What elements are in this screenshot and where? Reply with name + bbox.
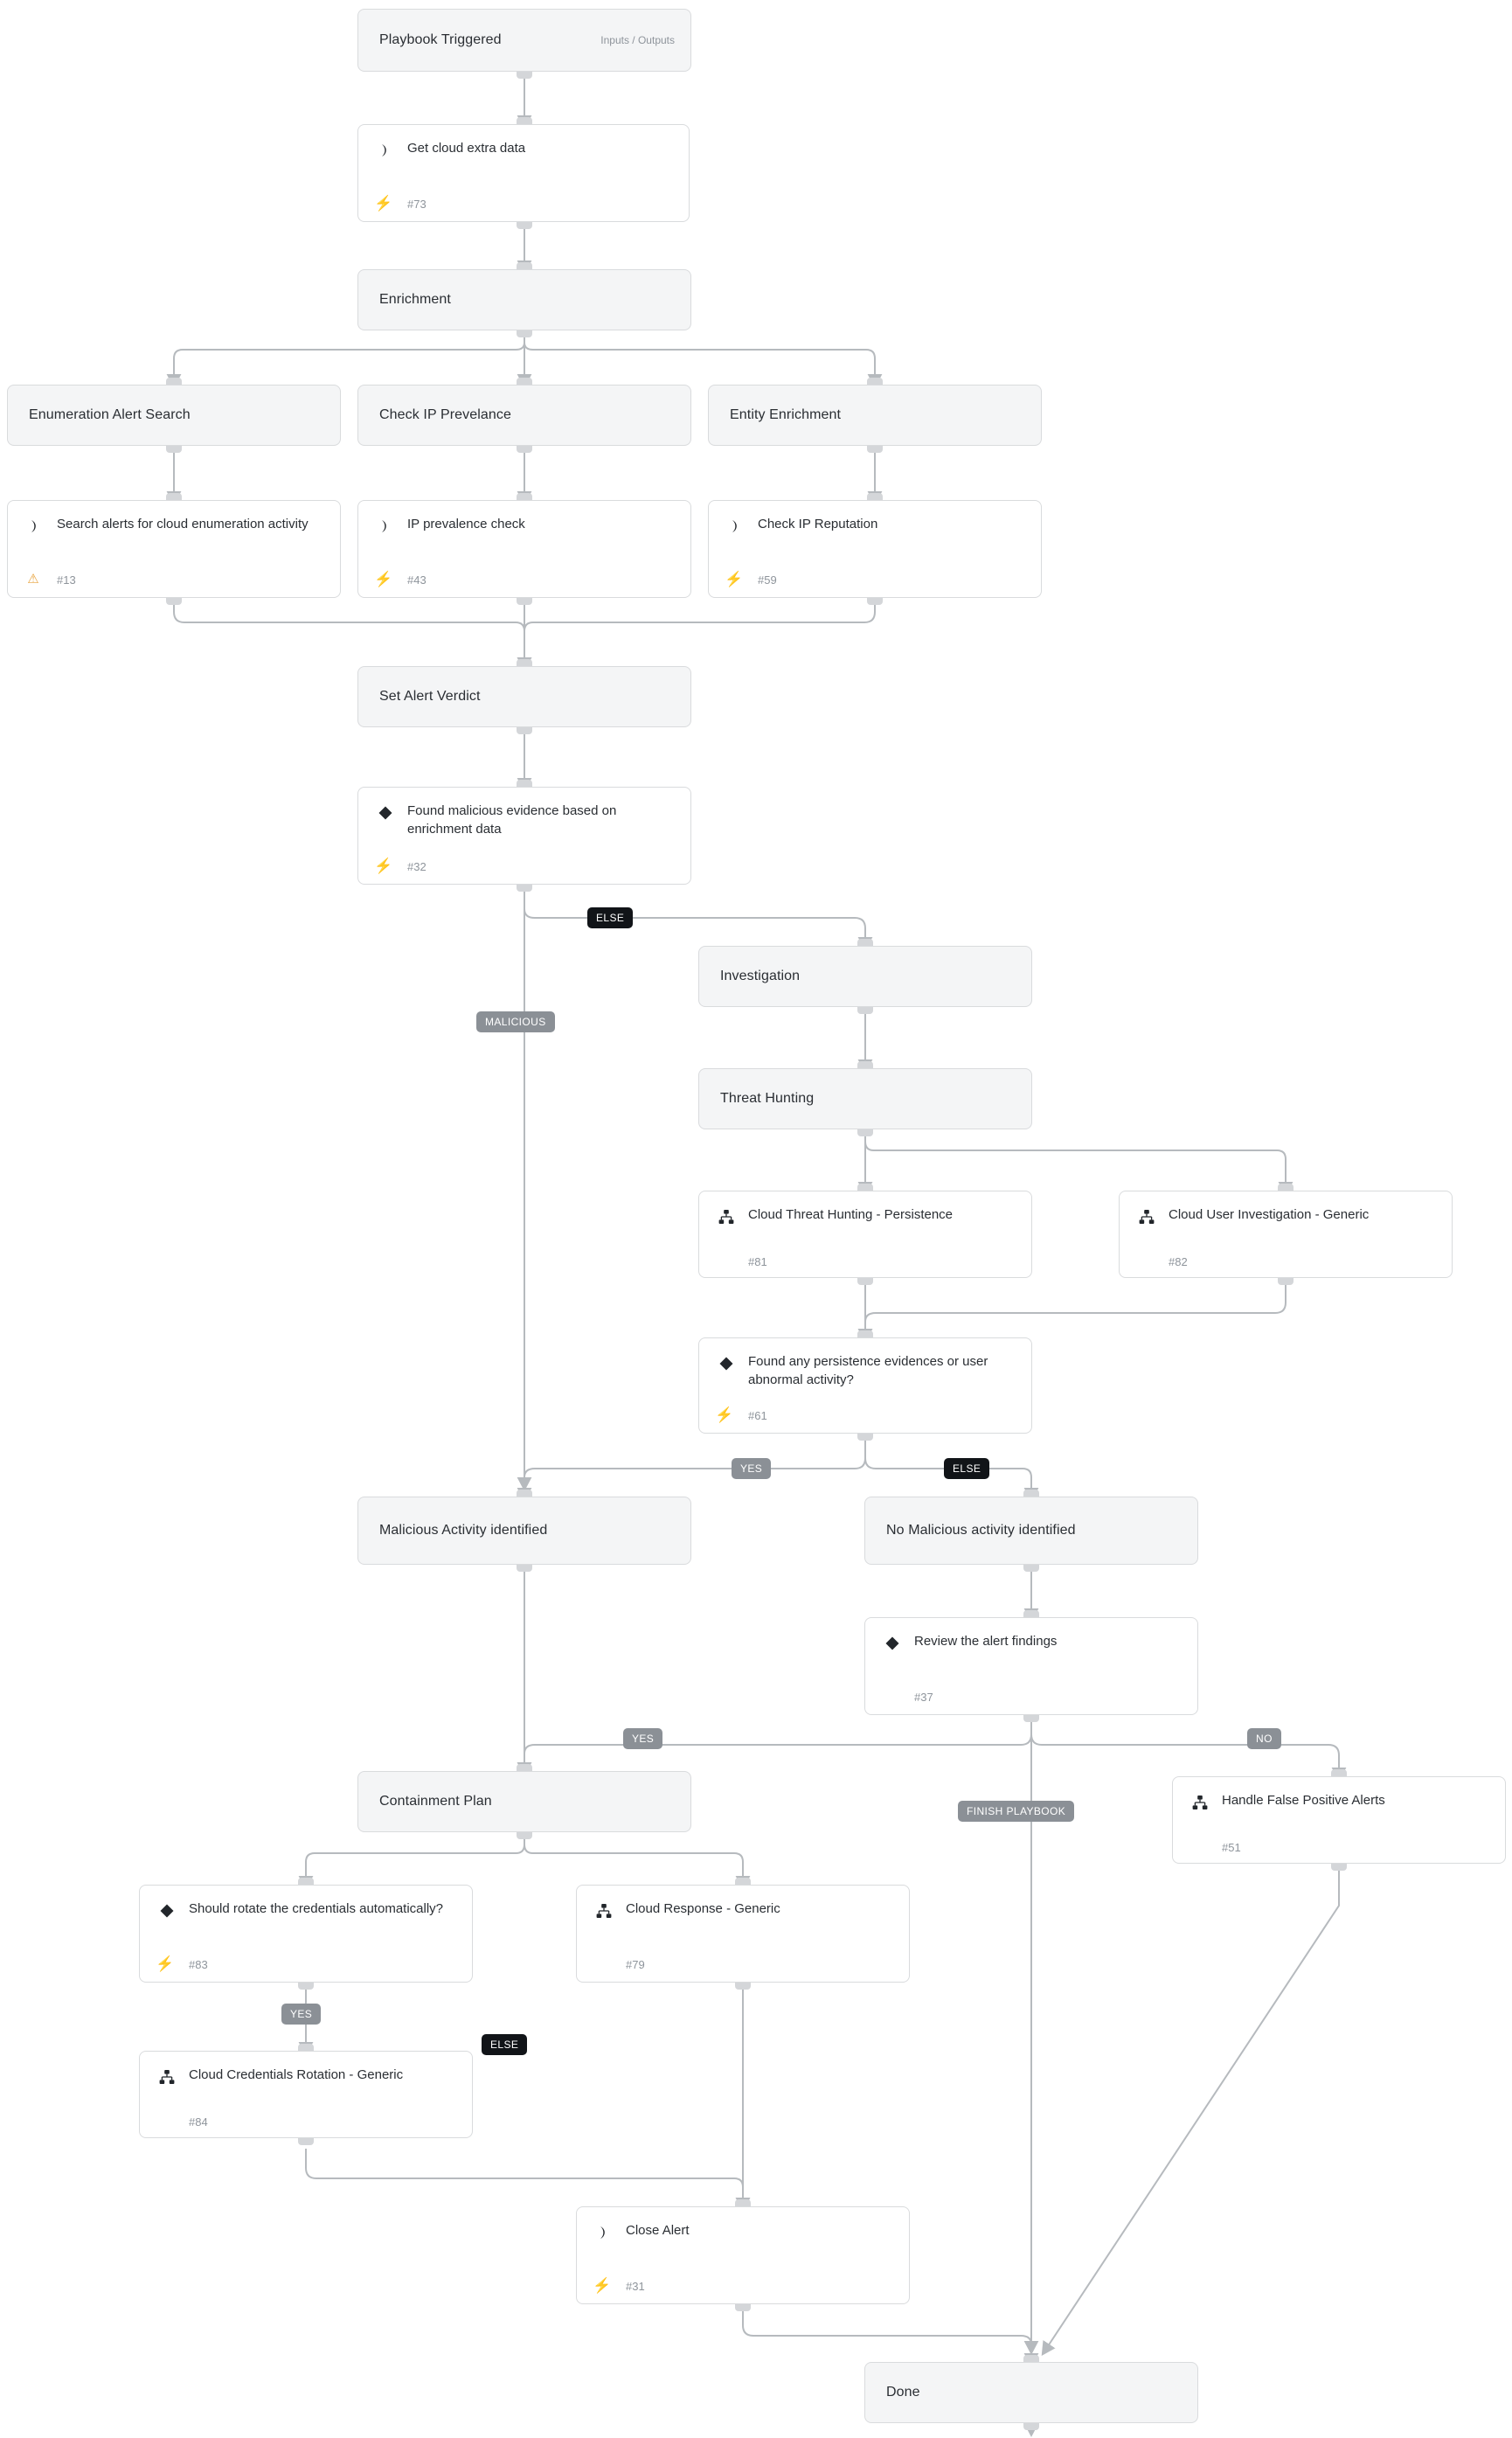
edge-label-yes-2: YES <box>623 1728 662 1749</box>
node-done[interactable] <box>864 2362 1198 2423</box>
port-top <box>166 378 182 385</box>
node-label: No Malicious activity identified <box>886 1523 1076 1538</box>
bolt-icon: ⚡ <box>374 194 393 212</box>
port-top <box>867 493 883 500</box>
task-id: #31 <box>626 2280 645 2293</box>
node-label: Search alerts for cloud enumeration activity <box>57 517 309 531</box>
port-top <box>298 1878 314 1885</box>
port-bottom <box>517 72 532 79</box>
node-label: Entity Enrichment <box>730 407 842 422</box>
port-bottom <box>166 446 182 453</box>
port-top <box>517 659 532 666</box>
node-task-73[interactable] <box>357 124 690 222</box>
node-label: Containment Plan <box>379 1794 492 1809</box>
port-bottom <box>1023 2423 1039 2430</box>
port-bottom <box>867 446 883 453</box>
port-top <box>517 262 532 269</box>
node-label: Set Alert Verdict <box>379 689 481 704</box>
port-bottom <box>867 598 883 605</box>
condition-icon <box>883 1634 902 1653</box>
condition-icon <box>157 1901 177 1921</box>
node-task-79[interactable] <box>576 1885 910 1983</box>
port-bottom <box>857 1007 873 1014</box>
port-bottom <box>298 1983 314 1990</box>
bolt-icon: ⚡ <box>715 1406 734 1423</box>
port-top <box>1023 1610 1039 1617</box>
port-bottom <box>517 727 532 734</box>
edge-label-finish-playbook: FINISH PLAYBOOK <box>958 1801 1074 1822</box>
node-label: IP prevalence check <box>407 517 525 531</box>
task-id: #83 <box>189 1958 208 1971</box>
edge-label-malicious: MALICIOUS <box>476 1011 555 1032</box>
moon-icon <box>594 2223 614 2242</box>
node-label: Enrichment <box>379 292 451 307</box>
node-task-82[interactable] <box>1119 1191 1453 1278</box>
port-top <box>857 939 873 946</box>
port-bottom <box>1023 1565 1039 1572</box>
port-bottom <box>857 1434 873 1441</box>
node-label: Should rotate the credentials automatically? <box>189 1901 444 1916</box>
node-malicious-activity-identified[interactable] <box>357 1497 691 1565</box>
port-top <box>857 1330 873 1337</box>
node-enumeration-alert-search[interactable] <box>7 385 341 446</box>
edge-label-yes-1: YES <box>732 1458 771 1479</box>
task-id: #32 <box>407 860 427 873</box>
moon-icon <box>376 141 395 160</box>
port-top <box>166 493 182 500</box>
node-investigation[interactable] <box>698 946 1032 1007</box>
port-top <box>857 1184 873 1191</box>
port-top <box>517 1764 532 1771</box>
node-task-61[interactable] <box>698 1337 1032 1434</box>
moon-icon <box>25 517 45 536</box>
port-bottom <box>166 598 182 605</box>
node-label: Threat Hunting <box>720 1091 815 1106</box>
task-id: #37 <box>914 1691 933 1704</box>
port-top <box>1331 1769 1347 1776</box>
port-bottom <box>517 885 532 892</box>
bolt-icon: ⚡ <box>593 2276 612 2294</box>
node-label: Cloud Credentials Rotation - Generic <box>189 2067 404 2082</box>
node-task-13[interactable] <box>7 500 341 598</box>
playbook-icon <box>1137 1207 1156 1226</box>
node-label: Cloud Response - Generic <box>626 1901 780 1916</box>
port-top <box>1023 1490 1039 1497</box>
bolt-icon: ⚡ <box>374 570 393 587</box>
node-label: Cloud User Investigation - Generic <box>1169 1207 1370 1222</box>
edge-label-no: NO <box>1247 1728 1281 1749</box>
port-bottom <box>1023 1715 1039 1722</box>
node-task-32[interactable] <box>357 787 691 885</box>
task-id: #84 <box>189 2115 208 2129</box>
port-bottom <box>735 1983 751 1990</box>
moon-icon <box>726 517 746 536</box>
node-set-alert-verdict[interactable] <box>357 666 691 727</box>
port-bottom <box>735 2304 751 2311</box>
bolt-icon: ⚡ <box>374 857 393 874</box>
node-label: Cloud Threat Hunting - Persistence <box>748 1207 954 1222</box>
node-label: Review the alert findings <box>914 1634 1058 1649</box>
node-task-37[interactable] <box>864 1617 1198 1715</box>
node-containment-plan[interactable] <box>357 1771 691 1832</box>
task-id: #59 <box>758 573 777 587</box>
node-label: Get cloud extra data <box>407 141 526 156</box>
task-id: #81 <box>748 1255 767 1268</box>
node-task-81[interactable] <box>698 1191 1032 1278</box>
node-label: Malicious Activity identified <box>379 1523 548 1538</box>
port-bottom <box>517 598 532 605</box>
node-label: Investigation <box>720 969 801 983</box>
node-enrichment[interactable] <box>357 269 691 330</box>
node-check-ip-prevelance[interactable] <box>357 385 691 446</box>
port-top <box>517 1490 532 1497</box>
port-bottom <box>517 1565 532 1572</box>
condition-icon <box>376 803 395 823</box>
playbook-icon <box>717 1207 736 1226</box>
task-id: #73 <box>407 198 427 211</box>
port-bottom <box>517 446 532 453</box>
port-top <box>517 378 532 385</box>
node-label: Check IP Prevelance <box>379 407 512 422</box>
port-top <box>1023 2355 1039 2362</box>
playbook-icon <box>1190 1793 1210 1812</box>
port-bottom <box>857 1129 873 1136</box>
edge-label-else-1: ELSE <box>587 907 633 928</box>
task-id: #82 <box>1169 1255 1188 1268</box>
node-no-malicious-activity-identified[interactable] <box>864 1497 1198 1565</box>
port-bottom <box>1278 1278 1294 1285</box>
node-entity-enrichment[interactable] <box>708 385 1042 446</box>
edge-label-else-2: ELSE <box>944 1458 989 1479</box>
port-top <box>1278 1184 1294 1191</box>
node-label: Check IP Reputation <box>758 517 878 531</box>
node-label: Playbook Triggered <box>379 32 502 47</box>
task-id: #61 <box>748 1409 767 1422</box>
moon-icon <box>376 517 395 536</box>
edge-label-yes-3: YES <box>281 2004 321 2025</box>
node-label: Handle False Positive Alerts <box>1222 1793 1385 1808</box>
node-task-84[interactable] <box>139 2051 473 2138</box>
node-task-83[interactable] <box>139 1885 473 1983</box>
playbook-icon <box>157 2067 177 2087</box>
port-top <box>517 780 532 787</box>
node-label: Found malicious evidence based on enrichment data <box>407 803 617 837</box>
task-id: #51 <box>1222 1841 1241 1854</box>
node-label: Enumeration Alert Search <box>29 407 191 422</box>
port-top <box>867 378 883 385</box>
port-top <box>517 117 532 124</box>
node-task-31[interactable] <box>576 2206 910 2304</box>
port-bottom <box>298 2138 314 2145</box>
port-bottom <box>1331 1864 1347 1871</box>
node-threat-hunting[interactable] <box>698 1068 1032 1129</box>
inputs-outputs-label[interactable]: Inputs / Outputs <box>600 34 675 46</box>
node-label: Done <box>886 2385 920 2400</box>
node-label: Close Alert <box>626 2223 690 2238</box>
edge-label-else-3: ELSE <box>482 2034 527 2055</box>
port-bottom <box>857 1278 873 1285</box>
port-top <box>298 2044 314 2051</box>
node-task-43[interactable] <box>357 500 691 598</box>
port-top <box>735 1878 751 1885</box>
port-bottom <box>517 1832 532 1839</box>
condition-icon <box>717 1354 736 1373</box>
bolt-icon: ⚡ <box>725 570 744 587</box>
node-task-51[interactable] <box>1172 1776 1506 1864</box>
node-task-59[interactable] <box>708 500 1042 598</box>
node-playbook-triggered[interactable] <box>357 9 691 72</box>
port-top <box>735 2199 751 2206</box>
task-id: #13 <box>57 573 76 587</box>
task-id: #79 <box>626 1958 645 1971</box>
task-id: #43 <box>407 573 427 587</box>
warning-icon: ⚠ <box>27 571 39 587</box>
port-top <box>857 1061 873 1068</box>
port-bottom <box>517 330 532 337</box>
port-top <box>517 493 532 500</box>
port-bottom <box>517 222 532 229</box>
playbook-icon <box>594 1901 614 1921</box>
bolt-icon: ⚡ <box>156 1955 175 1972</box>
node-label: Found any persistence evidences or user abnormal activity? <box>748 1354 988 1387</box>
